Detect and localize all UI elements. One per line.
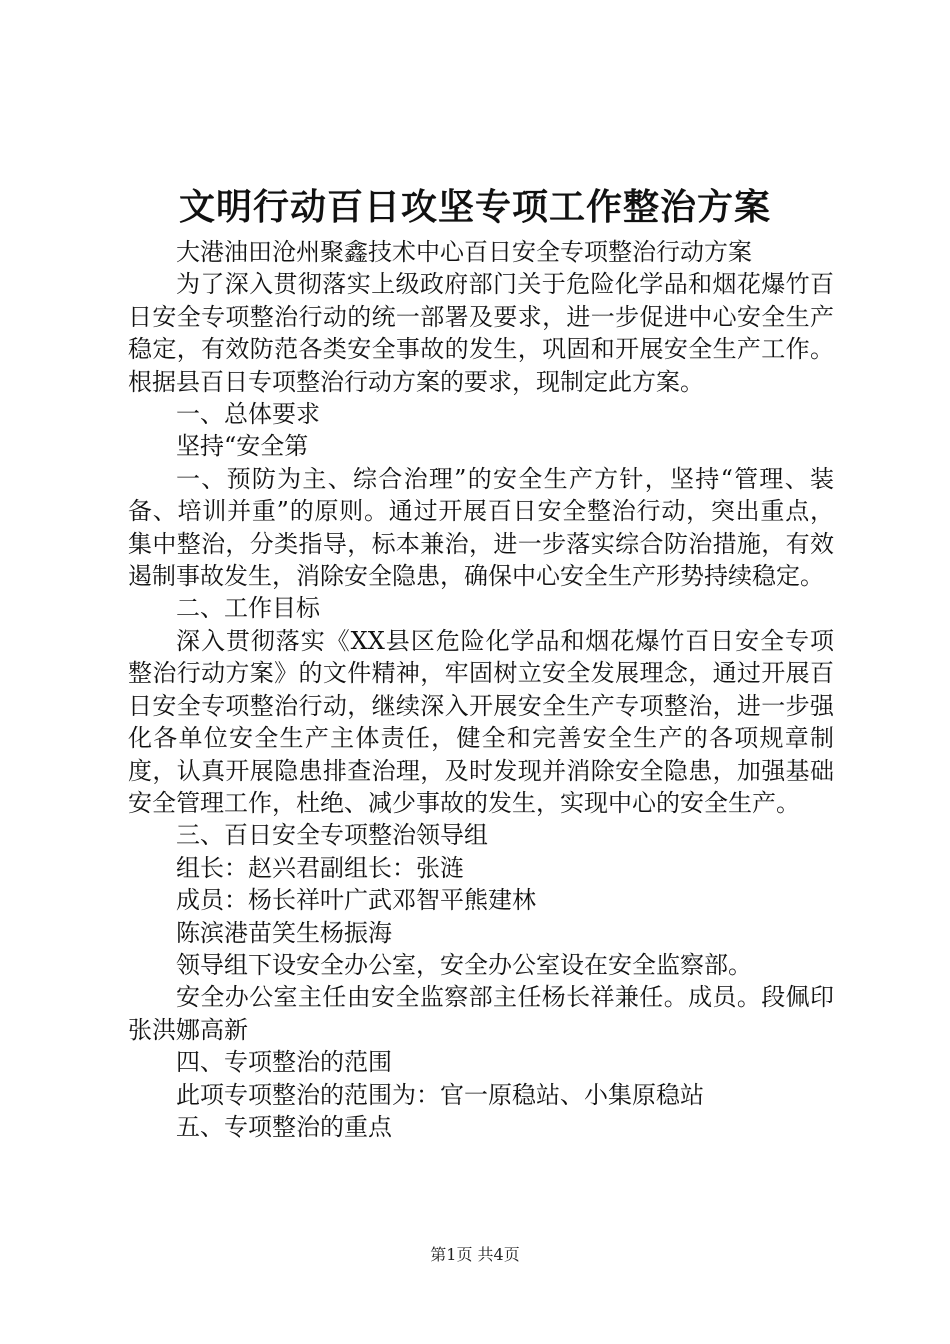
section-heading-focus: 五、专项整治的重点	[176, 1112, 392, 1141]
intro-paragraph: 为了深入贯彻落实上级政府部门关于危险化学品和烟花爆竹百日安全专项整治行动的统一部署及要求，进一步促进中心安全生产稳定，有效防范各类安全事故的发生，巩固和开展安全生产工作。根据县百日专项整治行动方案的要求，现制定此方案。	[128, 270, 834, 396]
section-heading-goals: 二、工作目标	[176, 594, 320, 623]
section-heading-leadership: 三、百日安全专项整治领导组	[176, 821, 488, 850]
section-heading-general: 一、总体要求	[176, 400, 320, 429]
document-title: 文明行动百日攻坚专项工作整治方案	[178, 186, 771, 228]
paragraph: 陈滨港苗笑生杨振海	[176, 918, 392, 947]
page-footer: 第1页 共4页	[430, 1245, 520, 1264]
section-heading-scope: 四、专项整治的范围	[176, 1048, 392, 1077]
paragraph: 成员：杨长祥叶广武邓智平熊建林	[176, 886, 536, 915]
paragraph: 一、预防为主、综合治理”的安全生产方针，坚持“管理、装备、培训并重”的原则。通过开展百日安全整治行动，突出重点，集中整治，分类指导，标本兼治，进一步落实综合防治措施，有效遏制事故发生，消除安全隐患，确保中心安全生产形势持续稳定。	[128, 464, 834, 591]
paragraph: 安全办公室主任由安全监察部主任杨长祥兼任。成员。段佩印张洪娜高新	[128, 983, 834, 1044]
paragraph: 组长：赵兴君副组长：张涟	[176, 853, 464, 882]
paragraph: 深入贯彻落实《XX县区危险化学品和烟花爆竹百日安全专项整治行动方案》的文件精神，牢固树立安全发展理念，通过开展百日安全专项整治行动，继续深入开展安全生产专项整治，进一步强化各单位安全生产主体责任，健全和完善安全生产的各项规章制度，认真开展隐患排查治理，及时发现并消除安全隐患，加强基础安全管理工作，杜绝、减少事故的发生，实现中心的安全生产。	[128, 626, 834, 817]
document-body	[128, 236, 834, 1143]
paragraph: 此项专项整治的范围为：官一原稳站、小集原稳站	[176, 1080, 704, 1109]
paragraph: 坚持“安全第	[176, 432, 309, 461]
paragraph: 领导组下设安全办公室，安全办公室设在安全监察部。	[176, 950, 752, 979]
subtitle-paragraph: 大港油田沧州聚鑫技术中心百日安全专项整治行动方案	[176, 238, 752, 266]
